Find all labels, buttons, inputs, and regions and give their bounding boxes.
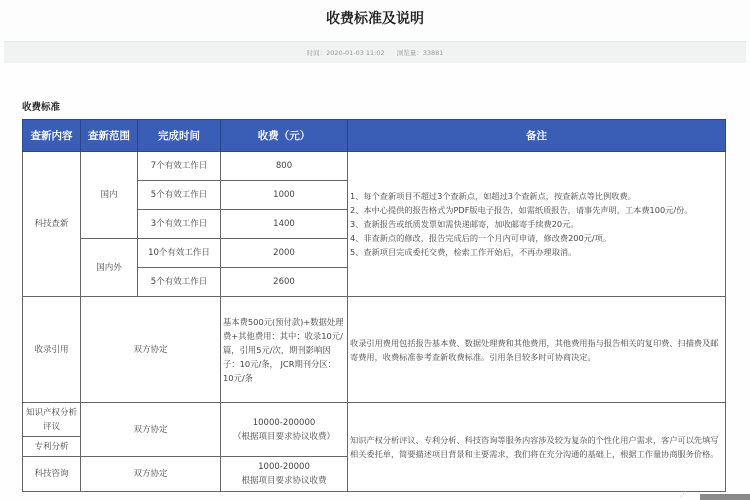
content-consult: 科技咨询 bbox=[23, 457, 81, 492]
note-ip: 知识产权分析评议、专利分析、科技咨询等服务内容涉及较为复杂的个性化用户需求，客户可以先填写相关委托单，简要描述项目背景和主要需求，我们将在充分沟通的基础上，根据工作量协商服务价格。 bbox=[348, 403, 726, 492]
header-fee: 收费（元） bbox=[221, 120, 348, 152]
time-cell: 7个有效工作日 bbox=[138, 152, 221, 181]
section-title: 收费标准 bbox=[22, 102, 61, 113]
time-cell: 5个有效工作日 bbox=[138, 268, 221, 297]
header-time: 完成时间 bbox=[138, 120, 221, 152]
fee-citation: 基本费500元(预付款)+数据处理费+其他费用：其中：收录10元/篇，引用5元/次，期刊影响因子：10元/条， JCR期刊分区：10元/条 bbox=[221, 297, 348, 403]
content-sci-search: 科技查新 bbox=[23, 152, 81, 297]
scope-consult: 双方协定 bbox=[81, 457, 221, 492]
page-title: 收费标准及说明 bbox=[0, 0, 750, 40]
fee-note: 根据项目要求协议收费 bbox=[241, 476, 327, 486]
content-patent: 专利分析 bbox=[23, 437, 81, 457]
resize-grip-icon[interactable]: ⋰ bbox=[680, 490, 687, 498]
time-cell: 5个有效工作日 bbox=[138, 181, 221, 210]
view-count: 浏览量：33881 bbox=[396, 49, 444, 57]
publish-time: 时间：2020-01-03 11:02 bbox=[306, 49, 385, 57]
horizontal-scrollbar[interactable] bbox=[700, 494, 750, 500]
table-row bbox=[23, 152, 726, 181]
note-line: 4、非查新点的修改，报告完成后的一个月内可申请，修改费200元/项。 bbox=[350, 233, 612, 243]
fee-cell: 1400 bbox=[221, 210, 348, 239]
fee-cell: 800 bbox=[221, 152, 348, 181]
scope-intl: 国内外 bbox=[81, 239, 138, 297]
fee-table bbox=[22, 119, 726, 492]
fee-ip bbox=[221, 403, 348, 457]
table-row bbox=[23, 297, 726, 403]
scope-domestic: 国内 bbox=[81, 152, 138, 239]
note-sci-search bbox=[348, 152, 726, 297]
content-citation: 收录引用 bbox=[23, 297, 81, 403]
header-note: 备注 bbox=[348, 120, 726, 152]
note-line: 3、查新报告或纸质发票如需快递邮寄，加收邮寄手续费20元。 bbox=[350, 219, 579, 229]
table-row bbox=[23, 403, 726, 437]
content-ip: 知识产权分析评议 bbox=[23, 403, 81, 437]
fee-cell: 1000 bbox=[221, 181, 348, 210]
fee-cell: 2000 bbox=[221, 239, 348, 268]
note-citation: 收录引用费用包括报告基本费、数据处理费和其他费用，其他费用指与报告相关的复印费、扫描费及邮寄费用，收费标准参考查新收费标准。引用条目较多时可协商决定。 bbox=[348, 297, 726, 403]
header-content: 查新内容 bbox=[23, 120, 81, 152]
time-cell: 3个有效工作日 bbox=[138, 210, 221, 239]
time-cell: 10个有效工作日 bbox=[138, 239, 221, 268]
fee-consult bbox=[221, 457, 348, 492]
scope-citation: 双方协定 bbox=[81, 297, 221, 403]
fee-cell: 2600 bbox=[221, 268, 348, 297]
note-line: 2、本中心提供的报告格式为PDF版电子报告，如需纸质报告，请事先声明，工本费100元/份。 bbox=[350, 205, 693, 215]
note-line: 5、查新项目完成委托交费，检索工作开始后，不再办理取消。 bbox=[350, 247, 577, 257]
fee-range: 10000-200000 bbox=[252, 417, 316, 428]
fee-note: （根据项目要求协议收费） bbox=[232, 431, 335, 442]
header-scope: 查新范围 bbox=[81, 120, 138, 152]
meta-bar bbox=[4, 41, 746, 63]
fee-range: 1000-20000 bbox=[258, 462, 310, 472]
table-header-row bbox=[23, 120, 726, 152]
note-line: 1、每个查新项目不超过3个查新点，如超过3个查新点，按查新点等比例收费。 bbox=[350, 191, 636, 201]
scope-ip: 双方协定 bbox=[81, 403, 221, 457]
